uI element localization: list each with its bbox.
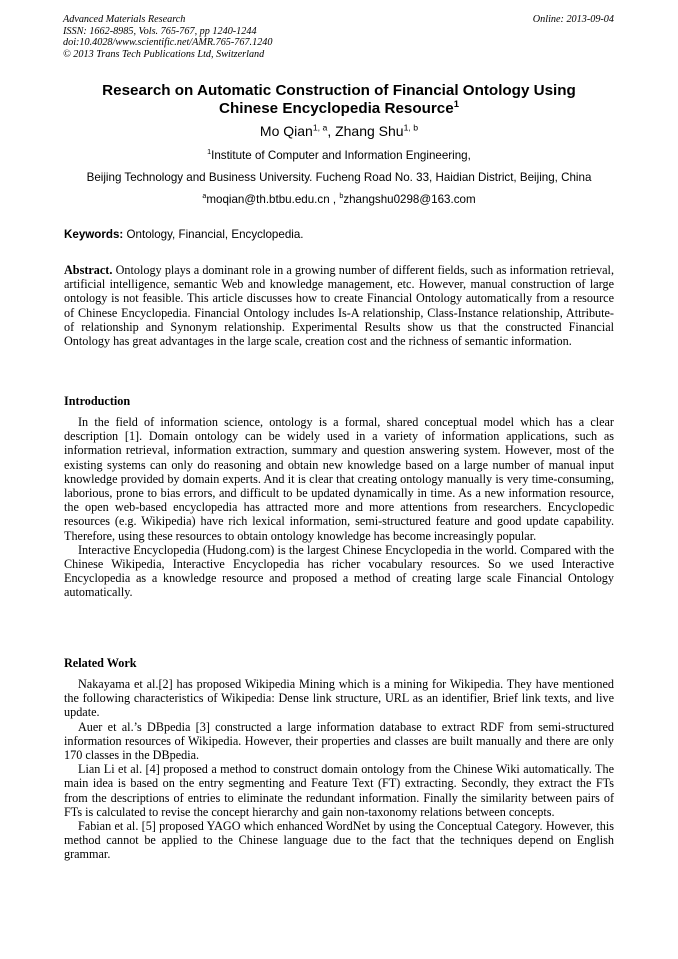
section-introduction xyxy=(64,415,614,600)
journal-header xyxy=(63,14,272,60)
paragraph: In the field of information science, ontology is a formal, shared conceptual model which has a clear description [1]. Domain ontology can be widely used in a variety of information applications, such as information retrieval, information extraction, summary and question answering system. However, most of the existing systems can only do reasoning and obtain new knowledge based on a large number of manual input knowledge provided by domain experts. And it is clear that creating ontology manually is very time-consuming, laborious, prone to bias errors, and difficult to be updated dynamically in time. As a new information resource, the open web-based encyclopedia has attracted more and more attentions from researchers. Encyclopedic resources (e.g. Wikipedia) have rich lexical information, semi-structured feature and good update capability. Therefore, using these resources to obtain ontology knowledge has become increasingly popular. xyxy=(64,415,614,543)
author-list xyxy=(40,122,638,140)
title-line-2: Chinese Encyclopedia Resource$^1$ xyxy=(219,97,459,117)
author-separator: , xyxy=(327,123,336,139)
email-mark: b xyxy=(339,191,344,201)
affiliation-mark: 1 xyxy=(207,147,212,157)
keywords-text: Ontology, Financial, Encyclopedia. xyxy=(126,228,304,241)
author-name: Mo Qian xyxy=(259,123,313,139)
author-name: Zhang Shu xyxy=(335,123,404,139)
paper-title xyxy=(40,82,638,118)
abstract-text: Ontology plays a dominant role in a growing number of different fields, such as information retrieval, artificial intelligence, semantic Web and knowledge management, etc. However, manual construction of large ontology is not feasible. This article discusses how to create Financial Ontology automatically from a resource of Chinese Encyclopedia. Financial Ontology includes Is-A relationship, Class-Instance relationship, Attribute-of relationship and Synonym relationship. Experimental Results show us that the constructed Financial Ontology has great advantages in the large scale, creation cost and the richness of semantic information. xyxy=(64,263,614,349)
keywords-label: Keywords: xyxy=(64,228,124,241)
author-affiliation-mark: 1, a xyxy=(312,122,328,133)
email-address[interactable]: zhangshu0298@163.com xyxy=(343,193,476,206)
author-affiliation-mark: 1, b xyxy=(403,122,419,133)
title-line-1: Research on Automatic Construction of Financial Ontology Using xyxy=(102,82,576,99)
paragraph: Fabian et al. [5] proposed YAGO which enhanced WordNet by using the Conceptual Category. However, this method cannot be applied to the Chinese language due to the fact that the techniques depend on English grammar. xyxy=(64,819,614,862)
email-mark: a xyxy=(202,191,207,201)
section-related-work xyxy=(64,677,614,862)
affiliation-line-2: Beijing Technology and Business University. Fucheng Road No. 33, Haidian District, Beijing, China xyxy=(86,171,592,184)
paragraph: Interactive Encyclopedia (Hudong.com) is the largest Chinese Encyclopedia in the world. Compared with the Chinese Wikipedia, Interactive Encyclopedia has richer vocabulary resources. So we used Interactive Encyclopedia as a knowledge resource and proposed a method of creating large scale Financial Ontology automatically. xyxy=(64,542,614,600)
paragraph: Nakayama et al.[2] has proposed Wikipedia Mining which is a mining for Wikipedia. They have mentioned the following characteristics of Wikipedia: Dense link structure, URL as an identifier, Brief link texts, and live update. xyxy=(64,677,614,720)
email-address[interactable]: moqian@th.btbu.edu.cn xyxy=(206,193,330,206)
journal-name: Advanced Materials Research xyxy=(63,14,186,25)
affiliation-line-1: $^1$Institute of Computer and Information Engineering, xyxy=(207,147,471,162)
paragraph: Auer et al.’s DBpedia [3] constructed a large information database to extract RDF from semi-structured information resources of Wikipedia. However, their properties and classes are built manually and there are only 170 classes in the DBpedia. xyxy=(64,719,614,763)
abstract xyxy=(64,263,614,348)
author-emails: $^a$moqian@th.btbu.edu.cn , $^b$zhangshu0298@163.com xyxy=(202,191,476,206)
keywords xyxy=(64,228,304,242)
issn-line: ISSN: 1662-8985, Vols. 765-767, pp 1240-1244 xyxy=(63,25,257,37)
section-heading-introduction: Introduction xyxy=(64,394,131,408)
paragraph: Lian Li et al. [4] proposed a method to construct domain ontology from the Chinese Wiki automatically. The main idea is based on the entry segmenting and Feature Text (FT) extracting. Secondly, they extract the FTs from the descriptions of entries to eliminate the redundant information. Finally the similarity between pairs of FTs is calculated to revise the concept hierarchy and gain non-taxonomy relations between concepts. xyxy=(64,762,614,819)
abstract-label: Abstract. xyxy=(64,263,113,277)
doi-line: doi:10.4028/www.scientific.net/AMR.765-767.1240 xyxy=(63,37,273,49)
section-heading-related-work: Related Work xyxy=(64,656,137,670)
copyright-line: © 2013 Trans Tech Publications Ltd, Switzerland xyxy=(63,48,265,60)
online-date: Online: 2013-09-04 xyxy=(532,14,614,25)
title-footnote-mark: 1 xyxy=(453,97,459,109)
